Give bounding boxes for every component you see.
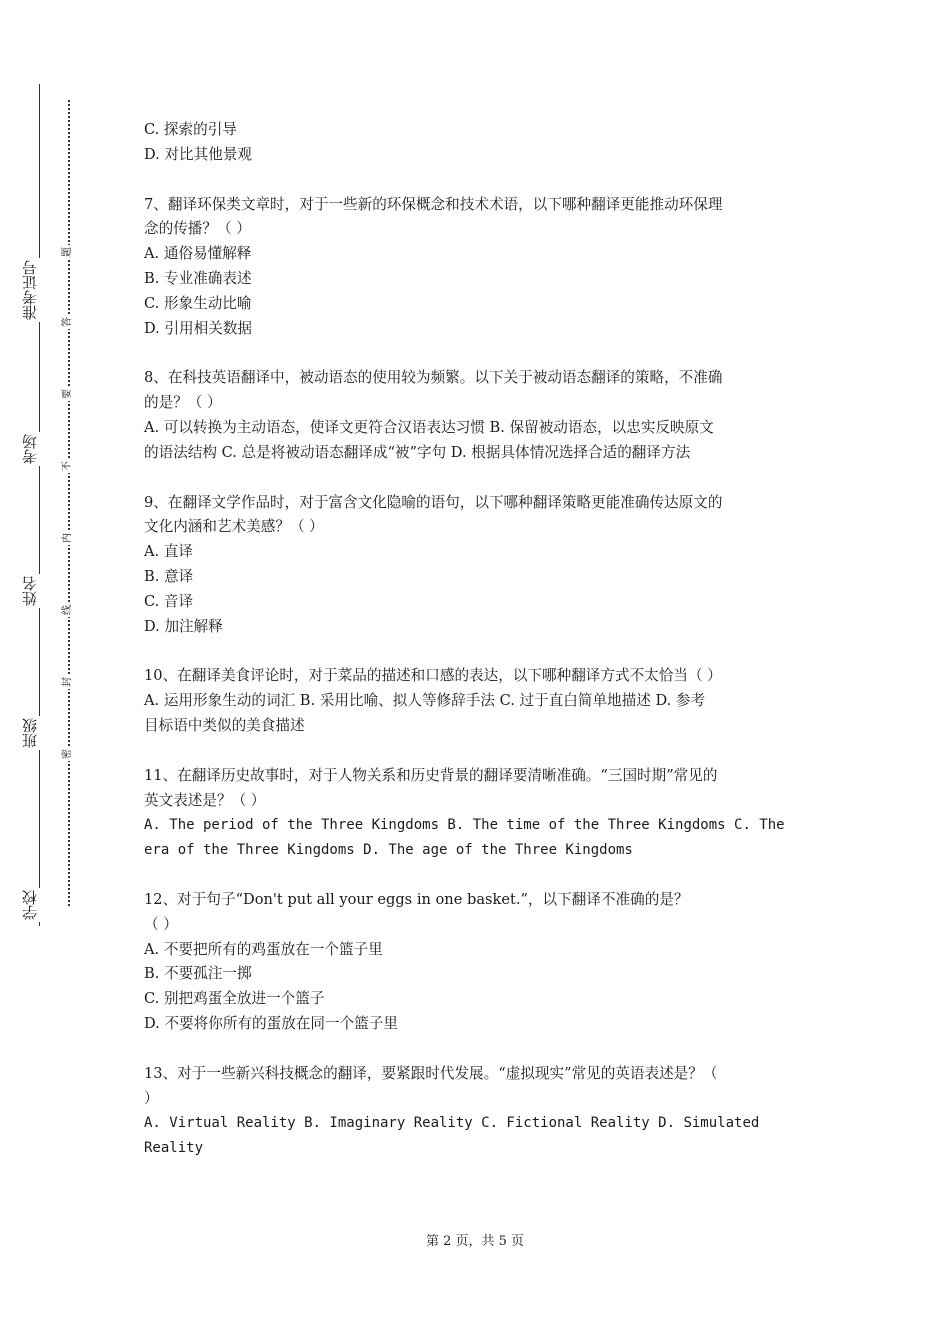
option-line: B. 意译	[144, 567, 194, 585]
page-number: 第 2 页，共 5 页	[425, 1234, 525, 1249]
question-stem: （ ）	[144, 915, 178, 933]
option-line: A. 通俗易懂解释	[144, 245, 252, 263]
question-10	[144, 664, 812, 738]
seal-char: 内	[62, 533, 73, 543]
field-label-class: 班级	[22, 716, 42, 750]
field-label-exam-number: 准考证号	[22, 258, 42, 322]
question-stem: 的是？（ ）	[144, 394, 222, 412]
field-label-exam-room: 考场	[22, 432, 42, 466]
seal-char: 密	[62, 749, 73, 759]
question-stem: 8、在科技英语翻译中，被动语态的使用较为频繁。以下关于被动语态翻译的策略，不准确	[144, 369, 723, 387]
option-line: 的语法结构 C. 总是将被动语态翻译成“被”字句 D. 根据具体情况选择合适的翻译方法	[144, 443, 691, 461]
question-stem: 念的传播？（ ）	[144, 220, 251, 238]
seal-char: 题	[62, 247, 73, 257]
question-stem: 12、对于句子“Don't put all your eggs in one basket.”，以下翻译不准确的是？	[144, 890, 689, 908]
seal-char: 答	[62, 317, 73, 327]
option-line: D. 引用相关数据	[144, 319, 253, 337]
question-content	[144, 118, 812, 1161]
field-label-name: 姓名	[22, 574, 42, 608]
option-line: 目标语中类似的美食描述	[144, 716, 305, 734]
option-line: A. Virtual Reality B. Imaginary Reality C. Fictional Reality D. Simulated	[144, 1115, 760, 1132]
question-11	[144, 764, 812, 863]
binding-line	[39, 84, 40, 926]
option-line: B. 专业准确表述	[144, 269, 252, 287]
option-line: B. 不要孤注一掷	[144, 965, 252, 983]
option-line: Reality	[144, 1140, 204, 1157]
seal-char: 线	[62, 605, 73, 615]
seal-char: 封	[62, 677, 73, 687]
option-line: C. 形象生动比喻	[144, 294, 252, 312]
field-label-school: 学校	[22, 888, 42, 922]
option-line: C. 探索的引导	[144, 121, 237, 138]
option-line: A. 运用形象生动的词汇 B. 采用比喻、拟人等修辞手法 C. 过于直白简单地描述 D. 参考	[144, 692, 706, 710]
question-stem: 9、在翻译文学作品时，对于富含文化隐喻的语句，以下哪种翻译策略更能准确传达原文的	[144, 493, 723, 511]
question-stem: 文化内涵和艺术美感？（ ）	[144, 518, 324, 536]
question-6-tail	[144, 118, 812, 168]
question-stem: 英文表述是？（ ）	[144, 791, 266, 809]
question-9	[144, 491, 812, 640]
question-stem: ）	[144, 1089, 159, 1107]
option-line: era of the Three Kingdoms D. The age of the Three Kingdoms	[144, 842, 633, 859]
option-line: A. 不要把所有的鸡蛋放在一个篮子里	[144, 940, 383, 958]
option-line: D. 加注解释	[144, 617, 223, 635]
option-line: C. 别把鸡蛋全放进一个篮子	[144, 990, 325, 1008]
option-line: A. The period of the Three Kingdoms B. The time of the Three Kingdoms C. The	[144, 817, 785, 834]
option-line: D. 不要将你所有的蛋放在同一个篮子里	[144, 1014, 398, 1032]
option-line: C. 音译	[144, 592, 194, 610]
option-line: A. 直译	[144, 543, 194, 561]
seal-dotted-line	[68, 100, 70, 906]
option-line: A. 可以转换为主动语态，使译文更符合汉语表达习惯 B. 保留被动语态，以忠实反映原文	[144, 418, 714, 436]
seal-char: 要	[62, 389, 73, 399]
question-stem: 13、对于一些新兴科技概念的翻译，要紧跟时代发展。“虚拟现实”常见的英语表述是？（	[144, 1064, 718, 1082]
question-12	[144, 888, 812, 1037]
question-8	[144, 366, 812, 465]
question-7	[144, 193, 812, 342]
question-13	[144, 1062, 812, 1161]
option-line: D. 对比其他景观	[144, 145, 253, 163]
question-stem: 11、在翻译历史故事时，对于人物关系和历史背景的翻译要清晰准确。“三国时期”常见的	[144, 766, 718, 784]
seal-char: 不	[62, 461, 73, 471]
question-stem: 7、翻译环保类文章时，对于一些新的环保概念和技术术语，以下哪种翻译更能推动环保理	[144, 195, 723, 213]
question-stem: 10、在翻译美食评论时，对于菜品的描述和口感的表达，以下哪种翻译方式不太恰当（ ）	[144, 667, 722, 685]
